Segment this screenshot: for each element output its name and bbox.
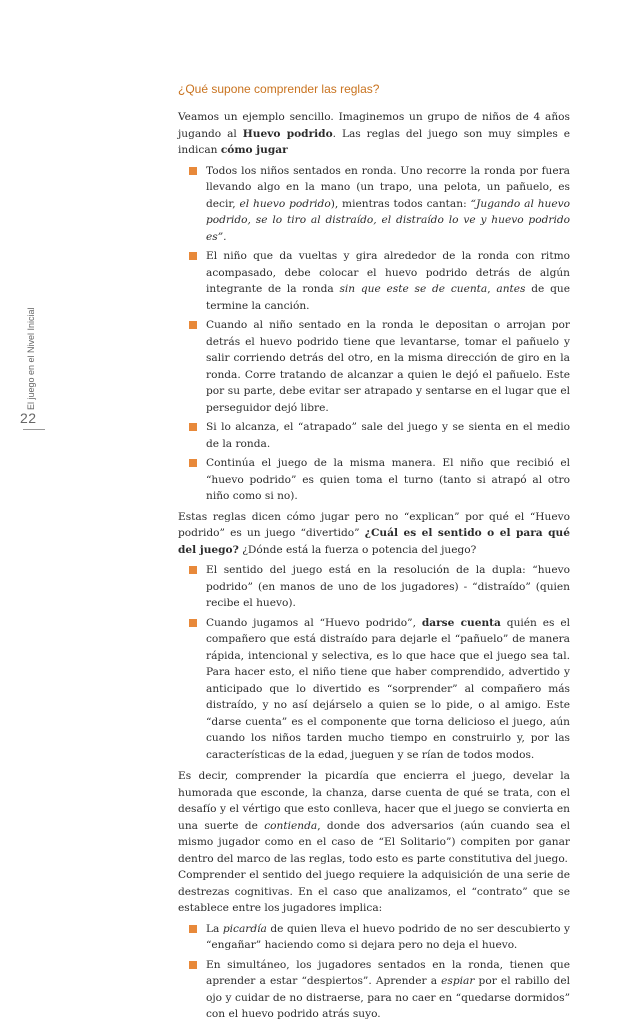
sense-list: [178, 562, 570, 763]
square-bullet-icon: [189, 321, 197, 329]
contract-item: La picardía de quien lleva el huevo podrido de no ser descubierto y “engañar” haciendo como si dejara pero no deja el huevo.: [178, 921, 570, 954]
square-bullet-icon: [189, 925, 197, 933]
contract-list: [178, 921, 570, 1023]
page-sidebar: [0, 0, 50, 833]
page-number: 22: [20, 410, 37, 426]
sidebar-divider: [23, 429, 45, 430]
contract-item: En simultáneo, los jugadores sentados en la ronda, tienen que aprender a estar “despiertos”. Aprender a espiar por el rabillo del ojo y cuidar de no distraerse, para no caer en “quedarse dormidos” con el huevo podrido atrás suyo.: [178, 957, 570, 1023]
square-bullet-icon: [189, 619, 197, 627]
rule-item: Todos los niños sentados en ronda. Uno recorre la ronda por fuera llevando algo en la mano (un trapo, una pelota, un pañuelo, es decir, el huevo podrido), mientras todos cantan: “Jugando al huevo podrido, se lo tiro al distraído, el distraído lo ve y huevo podrido es”.: [178, 163, 570, 246]
rule-item: Cuando al niño sentado en la ronda le depositan o arrojan por detrás el huevo podrido tiene que levantarse, tomar el pañuelo y salir corriendo detrás del otro, en la misma dirección de giro en la ronda. Corre tratando de alcanzar a quien le dejó el pañuelo. Este por su parte, debe evitar ser atrapado y sentarse en el lugar que el perseguidor dejó libre.: [178, 317, 570, 416]
square-bullet-icon: [189, 167, 197, 175]
section-heading: ¿Qué supone comprender las reglas?: [178, 82, 380, 96]
book-title-vertical: El juego en el Nivel Inicial: [26, 307, 36, 410]
sense-item: El sentido del juego está en la resolución de la dupla: “huevo podrido” (en manos de uno de los jugadores) - “distraído” (quien recibe el huevo).: [178, 562, 570, 612]
understanding-paragraph: Comprender el sentido del juego requiere la adquisición de una serie de destrezas cognitivas. En el caso que analizamos, el “contrato” que se establece entre los jugadores implica:: [178, 869, 570, 914]
sense-item: Cuando jugamos al “Huevo podrido”, darse cuenta quién es el compañero que está distraído para dejarle el “pañuelo” de manera rápida, intencional y selectiva, es lo que hace que el juego sea tal. Para hacer esto, el niño tiene que haber comprendido, advertido y anticipado que lo divertido es “sorprender” al compañero más distraído, y no así dejárselo a quien se lo pide, o al amigo. Este “darse cuenta” es el componente que torna delicioso el juego, aún cuando los niños tarden mucho tiempo en construirlo y, por las características de la edad, jueguen y se rían de todos modos.: [178, 615, 570, 764]
conclusion-paragraph: Es decir, comprender la picardía que encierra el juego, develar la humorada que esconde, la chanza, darse cuenta de qué se trata, con el desafío y el vértigo que esto conlleva, hacer que el juego se convierta en una suerte de contienda, donde dos adversarios (aún cuando sea el mismo jugador como en el caso de “El Solitario”) compiten por ganar dentro del marco de las reglas, todo esto es parte constitutiva del juego.: [178, 770, 571, 865]
rule-item: El niño que da vueltas y gira alrededor de la ronda con ritmo acompasado, debe colocar el huevo podrido detrás de algún integrante de la ronda sin que este se de cuenta, antes de que termine la canción.: [178, 248, 570, 314]
square-bullet-icon: [189, 961, 197, 969]
square-bullet-icon: [189, 252, 197, 260]
square-bullet-icon: [189, 566, 197, 574]
square-bullet-icon: [189, 423, 197, 431]
question-paragraph: Estas reglas dicen cómo jugar pero no “explican” por qué el “Huevo podrido” es un juego “divertido” ¿Cuál es el sentido o el para qué del juego? ¿Dónde está la fuerza o potencia del juego?: [178, 510, 570, 556]
square-bullet-icon: [189, 459, 197, 467]
main-content: [178, 82, 570, 1027]
intro-paragraph: Veamos un ejemplo sencillo. Imaginemos un grupo de niños de 4 años jugando al Huevo podrido. Las reglas del juego son muy simples e indican cómo jugar: [178, 111, 570, 156]
rule-item: Continúa el juego de la misma manera. El niño que recibió el “huevo podrido” es quien toma el turno (tanto si atrapó al otro niño como si no).: [178, 455, 570, 505]
rules-list: [178, 163, 570, 505]
rule-item: Si lo alcanza, el “atrapado” sale del juego y se sienta en el medio de la ronda.: [178, 419, 570, 452]
